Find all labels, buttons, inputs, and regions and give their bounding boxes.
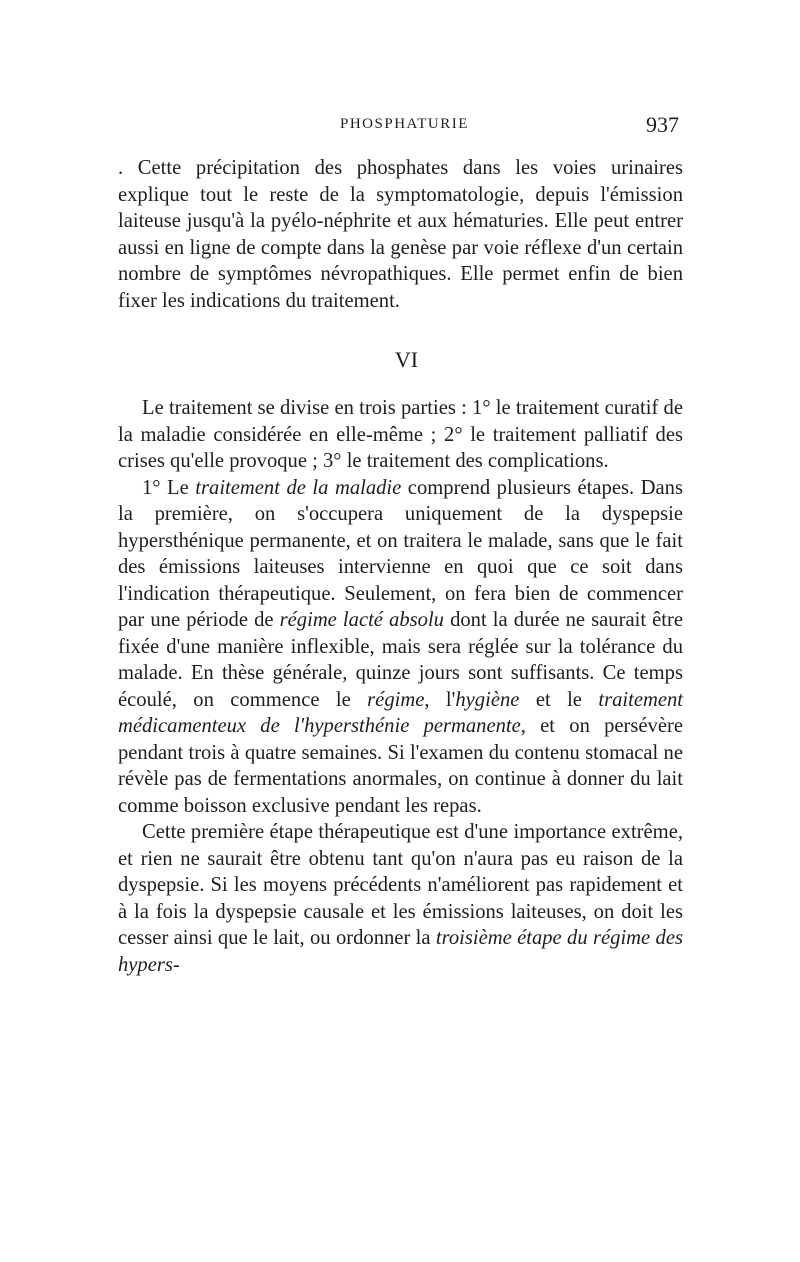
italic-run: traitement de la maladie — [195, 476, 402, 499]
text-run: dont la durée ne saurait être fixée d'une manière inflexible, mais sera réglée sur la tolérance du malade. En thèse générale, quinze jours sont suffisants. Ce temps écoulé, on commence le — [118, 609, 683, 711]
text-run: et on persévère pendant trois à quatre semaines. Si l'examen du contenu stomacal ne révèle pas de fermentations anormales, on continue à donner du lait comme boisson exclusive pendant les repas. — [118, 715, 683, 817]
text-run: et le — [519, 688, 599, 711]
italic-run: traitement médicamenteux de l'hypersthénie permanente, — [118, 688, 684, 737]
paragraph-phosphate-precipitation: . Cette précipitation des phosphates dans les voies urinaires explique tout le reste de la symptomatologie, depuis l'émission laiteuse jusqu'à la pyélo-néphrite et aux hématuries. Elle peut entrer aussi en ligne de compte dans la genèse par voie réflexe d'un certain nombre de symptômes névropathiques. Elle permet enfin de bien fixer les indications du traitement. — [118, 157, 683, 312]
paragraph-disease-treatment — [118, 475, 683, 820]
text-run: comprend plusieurs étapes. Dans la première, on s'occupera uniquement de la dyspepsie hypersthénique permanente, et on traitera le malade, sans que le fait des émissions laiteuses intervienne en quoi que ce soit dans l'indication thérapeutique. Seulement, on fera bien de commencer par une période de — [118, 476, 683, 631]
italic-run: régime lacté absolu — [279, 609, 444, 631]
paragraph-first-stage — [118, 819, 683, 978]
paragraph-treatment-parts: Le traitement se divise en trois parties : 1° le traitement curatif de la maladie considérée en elle-même ; 2° le traitement palliatif des crises qu'elle provoque ; 3° le traitement des complications. — [118, 397, 683, 472]
italic-run: régime — [367, 688, 425, 711]
italic-run: hygiène — [455, 688, 520, 711]
text-run: , l' — [424, 688, 456, 711]
text-run: 1° Le — [142, 476, 196, 499]
italic-run: troisième étape du régime des hypers- — [118, 927, 683, 976]
text-run: Cette première étape thérapeutique est d'une importance extrême, et rien ne saurait être obtenu tant qu'on n'aura pas eu raison de la dyspepsie. Si les moyens précédents n'améliorent pas rapidement et à la fois la dyspepsie causale et les émissions laiteuses, on doit les cesser ainsi que le lait, ou ordonner la — [118, 821, 683, 949]
book-page — [118, 112, 683, 978]
section-heading: VI — [394, 347, 419, 372]
page-number: 937 — [646, 112, 679, 137]
running-head — [118, 112, 683, 142]
running-title: PHOSPHATURIE — [340, 116, 469, 132]
